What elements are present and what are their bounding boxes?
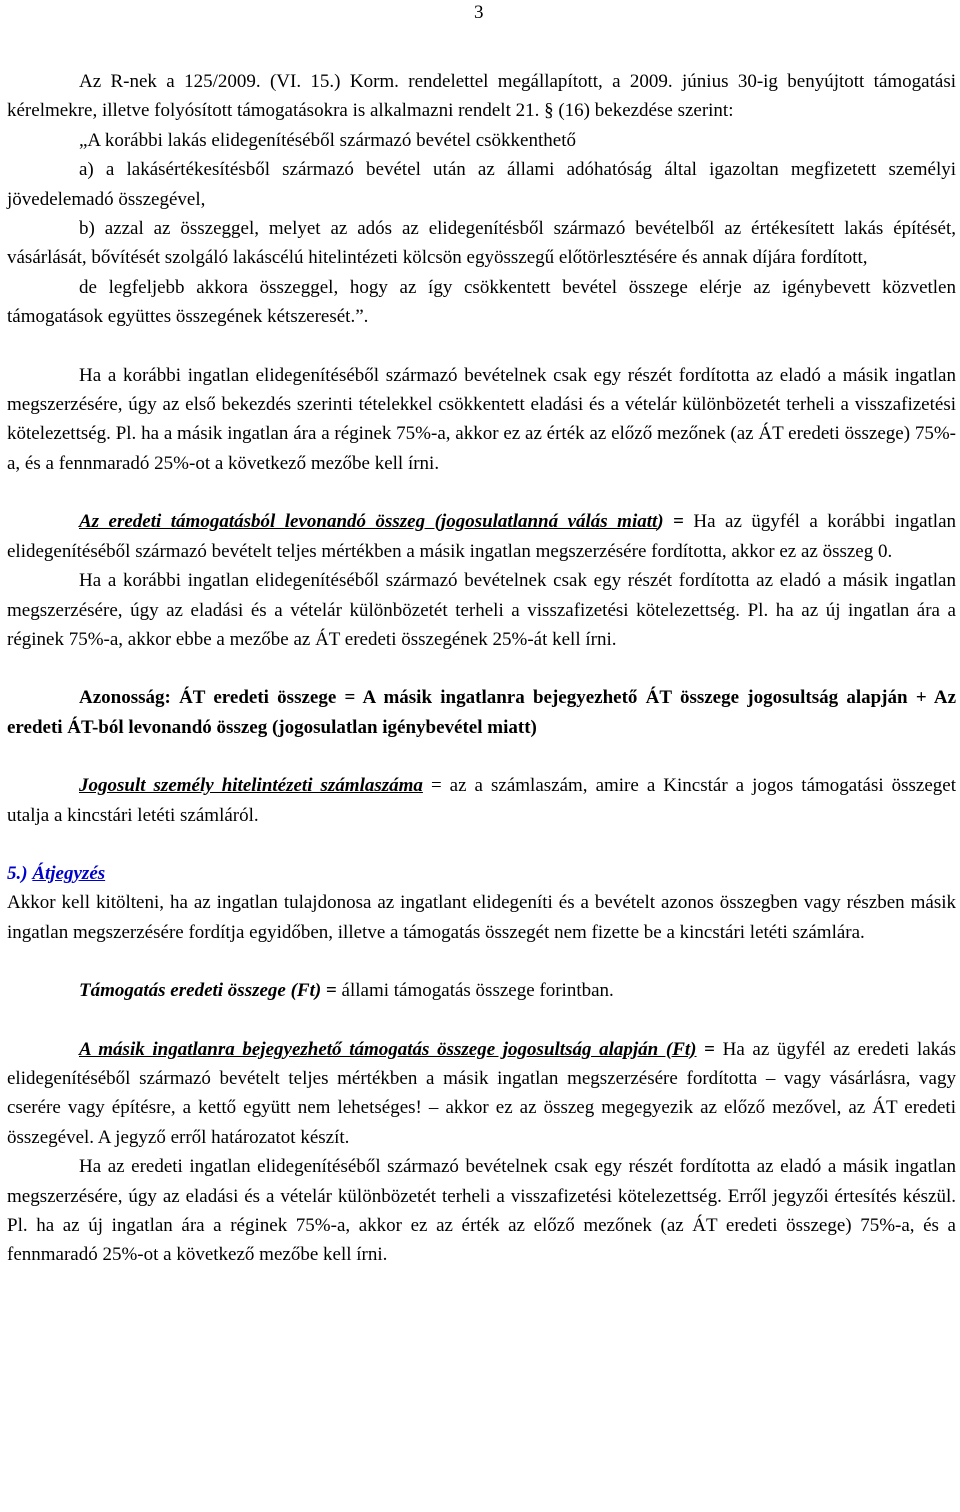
- term-transferable-amount: A másik ingatlanra bejegyezhető támogatás összege jogosultság alapján (Ft): [79, 1038, 697, 1060]
- term-original-amount: Támogatás eredeti összege (Ft): [79, 980, 322, 1002]
- transferable-description: Ha az ügyfél az eredeti lakás elidegenítéséből származó bevételt teljes mértékben a másik ingatlan megszerzésére fordította – vagy vásárlásra, vagy cserére vagy építésre, a kettő együtt nem lehetséges! – akkor ez az összeg megegyezik az előző mezővel, az ÁT eredeti összegével. A jegyző erről határozatot készít.: [7, 1038, 957, 1148]
- account-description: = az a számlaszám, amire a Kincstár a jogos támogatási összeget utalja a kincstári letéti számláról.: [7, 775, 957, 826]
- paragraph-final: Ha az eredeti ingatlan elidegenítéséből származó bevételnek csak egy részét fordította az eladó a másik ingatlan megszerzésére, úgy az eladási és a vételár különbözetét terheli a visszafizetési kötelezettség. Erről jegyzői értesítés készül. Pl. ha az új ingatlan ára a réginek 75%-a, akkor ez az érték az előző mezőnek (az ÁT eredeti összege) 75%-a, és a fennmaradó 25%-ot a következő mezőbe kell írni.: [7, 1156, 956, 1266]
- paragraph-transferable-amount: [7, 1035, 956, 1153]
- list-item-a: a) a lakásértékesítésből származó bevétel után az állami adóhatóság által igazoltan megfizetett személyi jövedelemadó összegével,: [7, 159, 956, 210]
- section-heading: [7, 859, 956, 888]
- term-deductible-amount: Az eredeti támogatásból levonandó összeg (jogosulatlanná válás miatt: [79, 511, 658, 533]
- paragraph-intro: Az R-nek a 125/2009. (VI. 15.) Korm. rendelettel megállapított, a 2009. június 30-ig benyújtott támogatási kérelmekre, illetve folyósított támogatásokra is alkalmazni rendelt 21. § (16) bekezdése szerint:: [7, 71, 956, 122]
- page-number: 3: [474, 2, 484, 23]
- paragraph-partial-use: Ha a korábbi ingatlan elidegenítéséből származó bevételnek csak egy részét fordította az eladó a másik ingatlan megszerzésére, úgy az első bekezdés szerinti tételekkel csökkentett eladási és a vételár különbözetét terheli a visszafizetési kötelezettség. Pl. ha a másik ingatlan ára a réginek 75%-a, akkor ez az érték az előző mezőnek (az ÁT eredeti összege) 75%-a, és a fennmaradó 25%-ot a következő mezőbe kell írni.: [7, 364, 956, 474]
- term-account-number: Jogosult személy hitelintézeti számlaszáma: [79, 775, 423, 797]
- section-text: Akkor kell kitölteni, ha az ingatlan tulajdonosa az ingatlant elidegeníti és a bevételt azonos összegben vagy részben másik ingatlan megszerzésére fordítja egyidőben, illetve a támogatás összegét nem fizette be a kincstári letéti számlára.: [7, 892, 956, 943]
- original-amount-description: állami támogatás összege forintban.: [341, 980, 614, 1002]
- section-title: Átjegyzés: [32, 862, 106, 884]
- quote-opening: „A korábbi lakás elidegenítéséből származó bevétel csökkenthető: [79, 129, 576, 151]
- paragraph-identity: Azonosság: ÁT eredeti összege = A másik ingatlanra bejegyezhető ÁT összege jogosultság alapján + Az eredeti ÁT-ból levonandó összeg (jogosulatlan igénybevétel miatt): [7, 687, 956, 738]
- paragraph-deductible-amount: [7, 507, 956, 566]
- list-item-c: de legfeljebb akkora összeggel, hogy az így csökkentett bevétel összege elérje az igénybevett közvetlen támogatások együttes összegének kétszeresét.”.: [7, 276, 956, 328]
- paragraph-account: [7, 771, 956, 830]
- paragraph-original-amount: [7, 976, 956, 1005]
- term-close: ): [657, 511, 664, 533]
- list-item-b: b) azzal az összeggel, melyet az adós az elidegenítésből származó bevételből az értékesített lakás építését, vásárlását, bővítését szolgáló lakáscélú hitelintézeti kölcsön egyösszegű előtörlesztésére és annak díjára fordított,: [7, 218, 956, 269]
- equals-sign-3: =: [696, 1038, 723, 1060]
- section-number: 5.): [7, 862, 28, 884]
- document-body: [7, 67, 956, 1270]
- equals-sign: =: [663, 511, 694, 533]
- deductible-description: Ha az ügyfél a korábbi ingatlan elidegenítéséből származó bevételt teljes mértékben a másik ingatlan megszerzésére fordította, akkor ez az összeg 0.: [7, 511, 957, 562]
- equals-sign-2: =: [321, 980, 342, 1002]
- paragraph-visszafizetes: Ha a korábbi ingatlan elidegenítéséből származó bevételnek csak egy részét fordította az eladó a másik ingatlan megszerzésére, úgy az eladási és a vételár különbözetét terheli a visszafizetési kötelezettség. Pl. ha az új ingatlan ára a réginek 75%-a, akkor ebbe a mezőbe az ÁT eredeti összegének 25%-át kell írni.: [7, 570, 956, 650]
